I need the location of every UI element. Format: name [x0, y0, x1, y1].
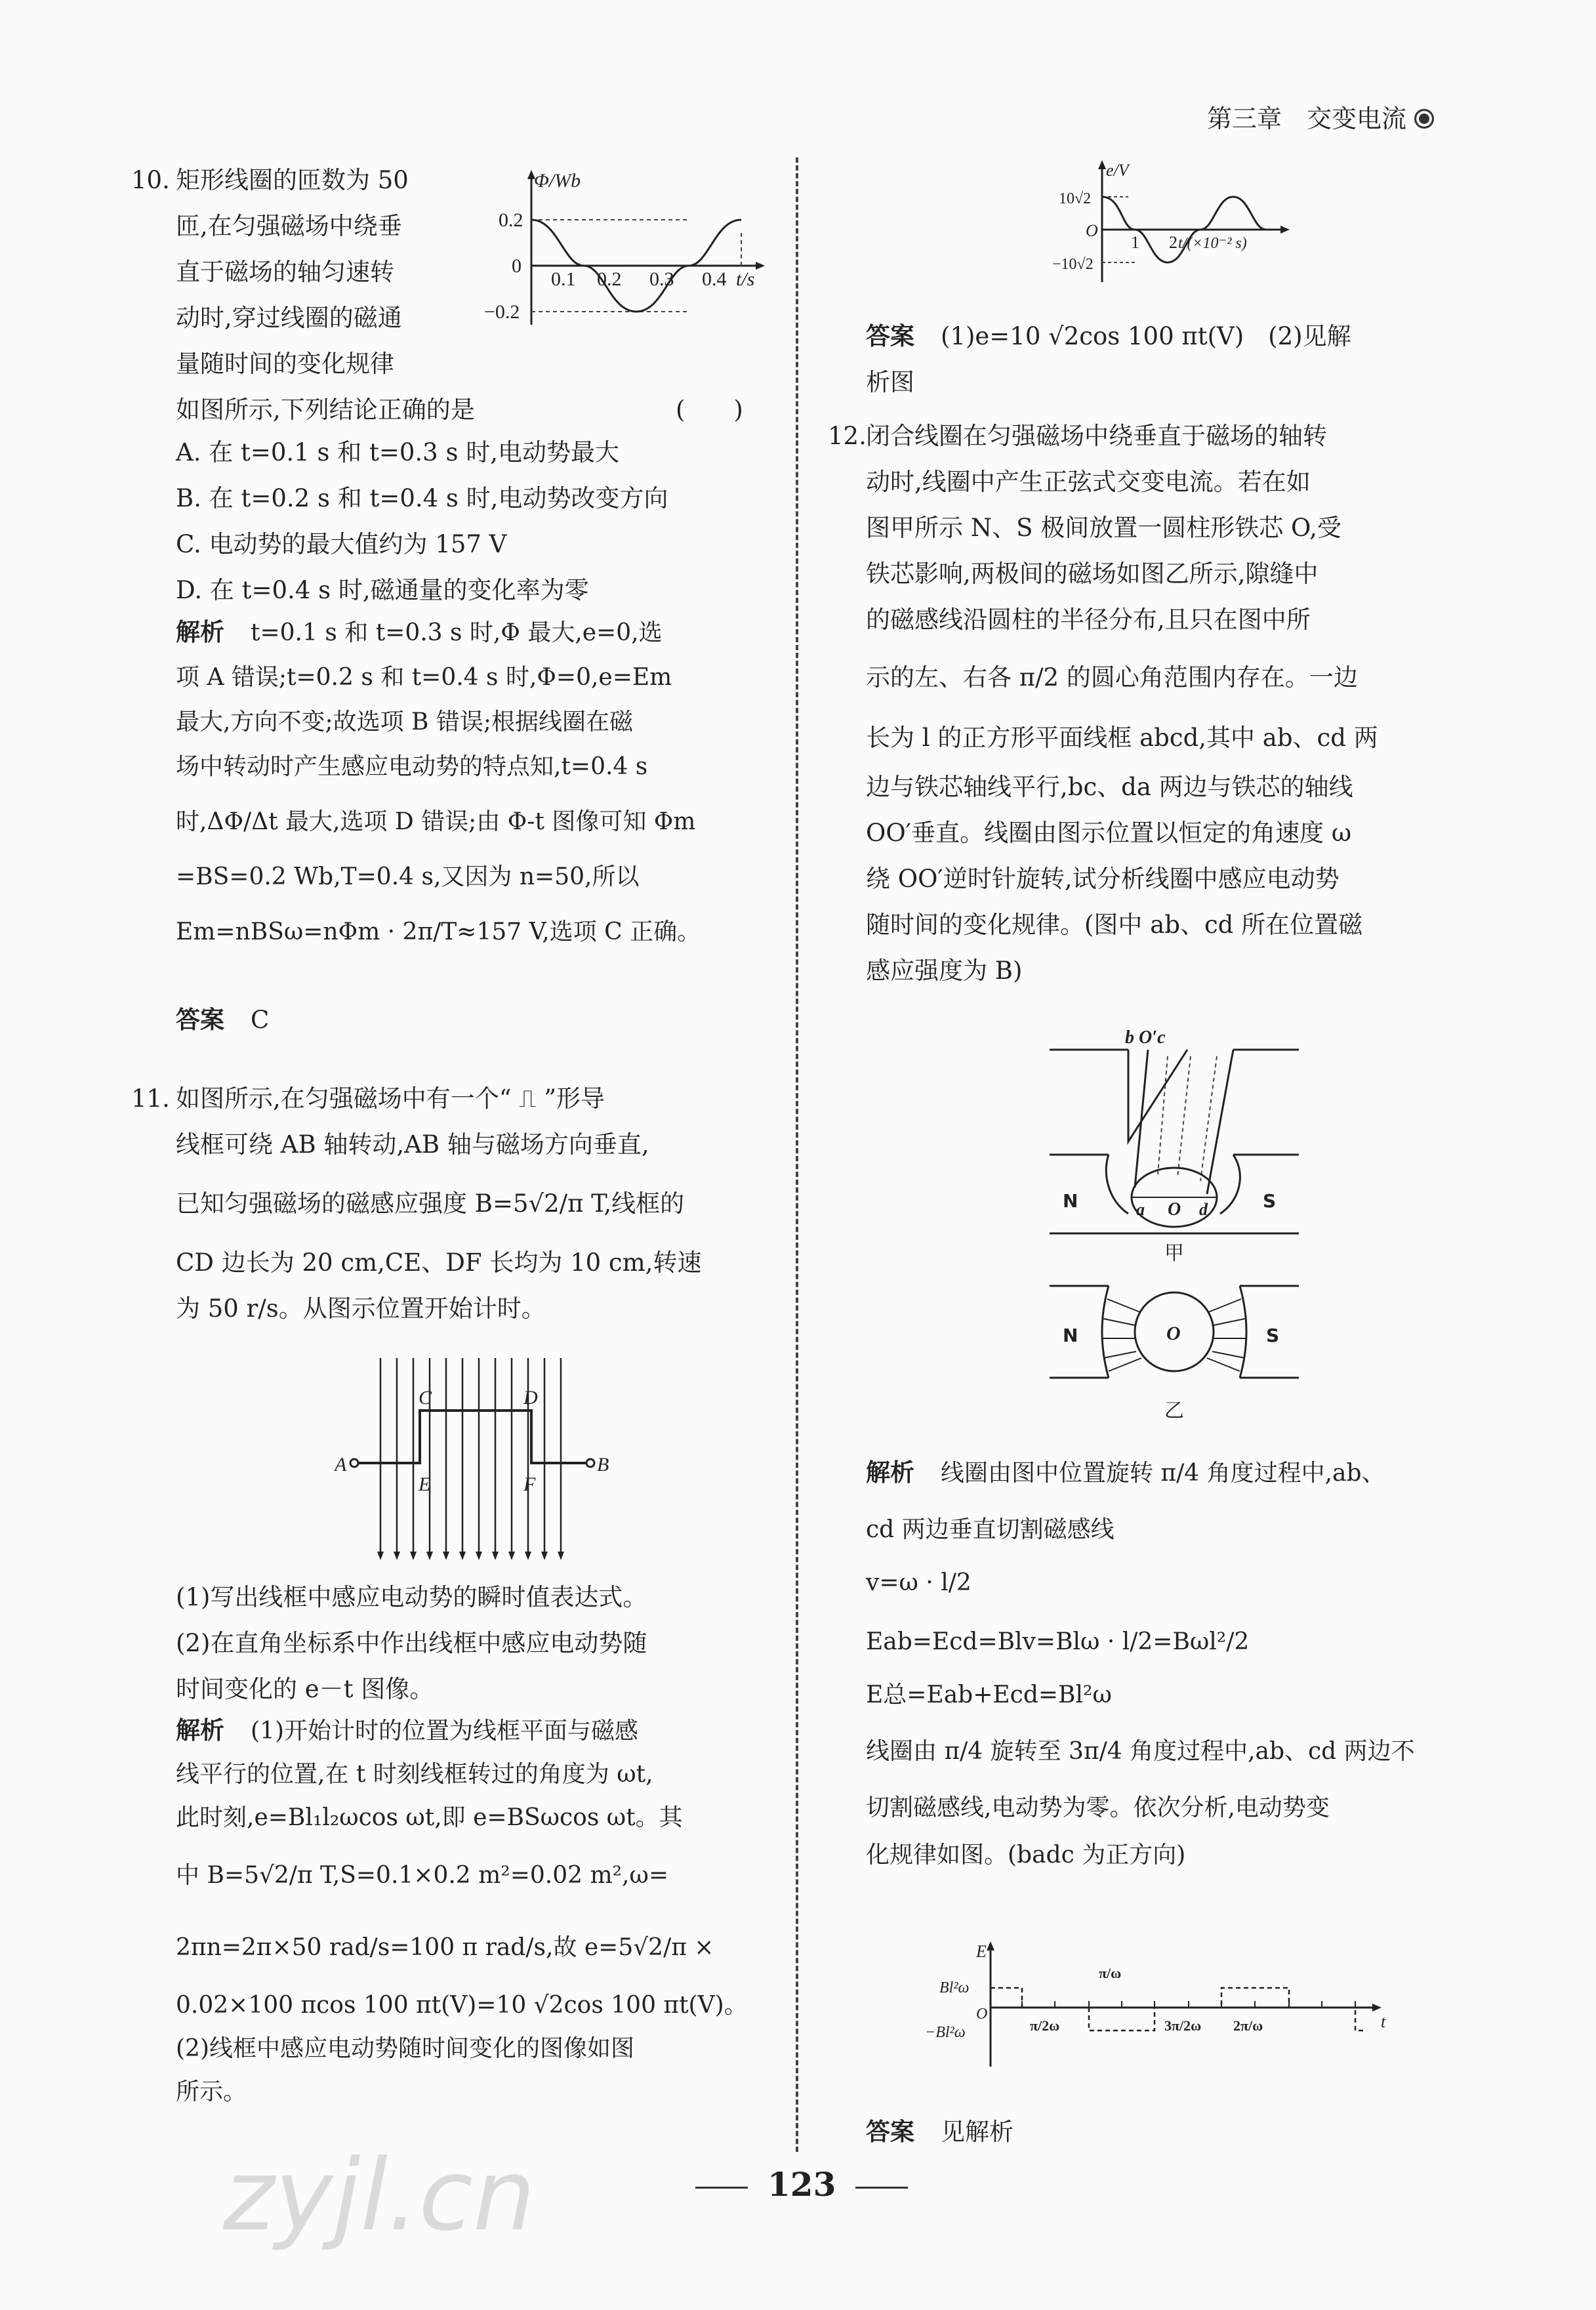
- q11-et-xtick: 2: [1169, 233, 1177, 252]
- q12-stem-line: OO′垂直。线圈由图示位置以恒定的角速度 ω: [866, 819, 1351, 847]
- q12-e-ypos: Bl²ω: [939, 1979, 970, 1996]
- q10-xtick: 0.1: [551, 268, 576, 290]
- page-number-block: [695, 2165, 908, 2204]
- q12-analysis-line: 切割磁感线,电动势为零。依次分析,电动势变: [866, 1794, 1330, 1821]
- q10-analysis-label: 解析: [176, 618, 224, 646]
- chapter-bullet-icon: [1414, 109, 1434, 129]
- q11-et-graph: [1050, 157, 1325, 289]
- q12-e-tick3: 3π/2ω: [1164, 2017, 1202, 2034]
- q12-answer-value: 见解析: [941, 2118, 1013, 2146]
- q11-subquestion: 时间变化的 e－t 图像。: [176, 1675, 434, 1703]
- q11-analysis-line: 2πn=2π×50 rad/s=100 π rad/s,故 e=5√2/π ×: [176, 1934, 714, 1961]
- q10-flux-graph: [479, 167, 767, 338]
- q11-stem-line: 为 50 r/s。从图示位置开始计时。: [176, 1294, 546, 1323]
- q12-stem-line: 示的左、右各 π/2 的圆心角范围内存在。一边: [866, 663, 1358, 691]
- q12-analysis-line: Eab=Ecd=Blv=Blω · l/2=Bωl²/2: [866, 1628, 1250, 1655]
- q10-stem-line: 动时,穿过线圈的磁通: [176, 304, 402, 332]
- q10-number: 10.: [131, 166, 170, 194]
- q11-label-a: A: [335, 1454, 347, 1475]
- q12-pole-s-jia: S: [1263, 1190, 1277, 1212]
- q10-analysis-line: 项 A 错误;t=0.2 s 和 t=0.4 s 时,Φ=0,e=Em: [176, 664, 672, 691]
- q10-answer: [176, 997, 269, 1043]
- q10-answer-value: C: [251, 1006, 270, 1034]
- q12-analysis-line: E总=Eab+Ecd=Bl²ω: [866, 1681, 1112, 1708]
- q11-et-origin: O: [1086, 221, 1098, 240]
- q10-xtick: 0.2: [597, 268, 622, 290]
- q11-axis-a: [350, 1459, 358, 1467]
- q12-corner-d: d: [1199, 1200, 1208, 1219]
- q10-xtick: 0.4: [702, 268, 727, 290]
- q11-stem: [176, 1076, 702, 1332]
- q12-pole-n-yi: N: [1063, 1325, 1078, 1346]
- q10-option-c: C. 电动势的最大值约为 157 V: [176, 530, 507, 558]
- q11-stem-line: 如图所示,在匀强磁场中有一个“ ⎍ ”形导: [176, 1084, 605, 1113]
- q10-analysis-line: =BS=0.2 Wb,T=0.4 s,又因为 n=50,所以: [176, 863, 640, 890]
- q11-et-xtick: 1: [1131, 233, 1139, 252]
- q12-stem-line: 长为 l 的正方形平面线框 abcd,其中 ab、cd 两: [866, 724, 1378, 752]
- q10-option-b: B. 在 t=0.2 s 和 t=0.4 s 时,电动势改变方向: [176, 484, 668, 512]
- q12-corner-a: a: [1136, 1200, 1145, 1219]
- q10-ytick-bottom: −0.2: [484, 301, 520, 323]
- q11-number: 11.: [131, 1084, 170, 1113]
- q10-option-d: D. 在 t=0.4 s 时,磁通量的变化率为零: [176, 576, 589, 604]
- q12-label-jia: 甲: [1164, 1242, 1184, 1265]
- q11-analysis: [176, 1709, 748, 2114]
- q11-frame: [354, 1411, 590, 1463]
- q12-stem-line: 绕 OO′逆时针旋转,试分析线圈中感应电动势: [866, 865, 1340, 893]
- q12-pole-s-yi: S: [1266, 1325, 1280, 1346]
- q12-answer-label: 答案: [866, 2118, 914, 2146]
- q11-axis-b: [586, 1459, 594, 1467]
- q11-subquestions: [176, 1575, 647, 1712]
- q11-analysis-line: 中 B=5√2/π T,S=0.1×0.2 m²=0.02 m²,ω=: [176, 1862, 669, 1889]
- q12-core-o-jia: O: [1168, 1199, 1181, 1220]
- q11-label-d: D: [523, 1387, 538, 1409]
- q10-stem-line: 如图所示,下列结论正确的是: [176, 396, 475, 424]
- q12-analysis-label: 解析: [866, 1458, 914, 1487]
- q10-analysis-line: Em=nBSω=nΦm · 2π/T≈157 V,选项 C 正确。: [176, 918, 701, 945]
- q12-stem: [866, 413, 1378, 994]
- q10-stem-line: 匝,在匀强磁场中绕垂: [176, 212, 402, 240]
- q12-e-tick4: 2π/ω: [1233, 2017, 1263, 2034]
- q12-analysis-line: 化规律如图。(badc 为正方向): [866, 1842, 1186, 1868]
- q12-e-yneg: −Bl²ω: [925, 2024, 966, 2041]
- watermark: zyjl.cn: [223, 2139, 536, 2253]
- q12-pole-n-jia: N: [1063, 1190, 1078, 1212]
- q12-stem-line: 随时间的变化规律。(图中 ab、cd 所在位置磁: [866, 911, 1363, 939]
- q11-et-ylabel: e/V: [1106, 161, 1129, 180]
- q11-et-ybottom: −10√2: [1052, 256, 1094, 273]
- q10-analysis-line: 场中转动时产生感应电动势的特点知,t=0.4 s: [176, 753, 648, 780]
- q11-answer-label: 答案: [866, 322, 914, 350]
- q10-ytick-zero: 0: [512, 255, 522, 277]
- q11-et-ytop: 10√2: [1059, 190, 1092, 207]
- q12-figure-jia: [1050, 1027, 1299, 1265]
- q10-stem: [176, 157, 475, 433]
- q11-stem-line: 已知匀强磁场的磁感应强度 B=5√2/π T,线框的: [176, 1189, 685, 1218]
- q11-analysis-line: 线平行的位置,在 t 时刻线框转过的角度为 ωt,: [176, 1761, 653, 1788]
- q12-stem-line: 图甲所示 N、S 极间放置一圆柱形铁芯 O,受: [866, 514, 1341, 542]
- q11-answer: [866, 314, 1351, 405]
- q12-e-graph: [905, 1939, 1404, 2070]
- q12-stem-line: 边与铁芯轴线平行,bc、da 两边与铁芯的轴线: [866, 773, 1353, 801]
- q12-analysis-line: 线圈由图中位置旋转 π/4 角度过程中,ab、: [941, 1460, 1385, 1487]
- q11-analysis-line: 0.02×100 πcos 100 πt(V)=10 √2cos 100 πt(V)。: [176, 1992, 748, 2019]
- q12-stem-line: 闭合线圈在匀强磁场中绕垂直于磁场的轴转: [866, 422, 1327, 450]
- q10-answer-bracket: ( ): [676, 396, 743, 424]
- q10-analysis: [176, 610, 701, 965]
- q10-ylabel: Φ/Wb: [534, 170, 581, 192]
- q10-option-a: A. 在 t=0.1 s 和 t=0.3 s 时,电动势最大: [176, 438, 619, 466]
- q11-analysis-line: (2)线框中感应电动势随时间变化的图像如图: [176, 2035, 634, 2062]
- q11-label-c: C: [419, 1387, 432, 1409]
- q12-label-yi: 乙: [1164, 1399, 1184, 1422]
- column-divider: [796, 157, 798, 2152]
- running-header: [1207, 98, 1434, 134]
- q11-label-e: E: [419, 1474, 431, 1495]
- q10-stem-line: 矩形线圈的匝数为 50: [176, 166, 409, 194]
- q10-analysis-line: 时,ΔΦ/Δt 最大,选项 D 错误;由 Φ-t 图像可知 Φm: [176, 808, 696, 835]
- q10-analysis-line: t=0.1 s 和 t=0.3 s 时,Φ 最大,e=0,选: [251, 619, 663, 646]
- q12-core-o-yi: O: [1166, 1323, 1181, 1344]
- q10-xlabel: t/s: [736, 268, 755, 290]
- chapter-title: 第三章 交变电流: [1207, 104, 1407, 133]
- q11-frame-figure: [335, 1351, 636, 1568]
- page-number: 123: [767, 2165, 836, 2204]
- q12-e-ylabel: E: [976, 1942, 987, 1961]
- q12-stem-line: 的磁感线沿圆柱的半径分布,且只在图中所: [866, 606, 1311, 634]
- q12-figure-yi: [1050, 1286, 1299, 1422]
- q10-xtick: 0.3: [649, 268, 674, 290]
- q10-x-arrow: [756, 262, 765, 270]
- q12-number: 12.: [828, 422, 867, 450]
- q12-top-labels: b O′c: [1125, 1027, 1166, 1048]
- q12-analysis-line: v=ω · l/2: [866, 1569, 972, 1596]
- q12-e-tick2: π/ω: [1099, 1965, 1122, 1981]
- q11-label-f: F: [523, 1474, 536, 1495]
- q12-e-tick1: π/2ω: [1030, 2017, 1060, 2034]
- q12-stem-line: 动时,线圈中产生正弦式交变电流。若在如: [866, 468, 1311, 496]
- q12-analysis-line: 线圈由 π/4 旋转至 3π/4 角度过程中,ab、cd 两边不: [866, 1738, 1415, 1765]
- q12-e-xlabel: t: [1381, 2012, 1386, 2031]
- q11-analysis-line: (1)开始计时的位置为线框平面与磁感: [251, 1718, 638, 1744]
- q11-analysis-line: 所示。: [176, 2078, 247, 2105]
- q11-subquestion: (1)写出线框中感应电动势的瞬时值表达式。: [176, 1583, 647, 1611]
- q12-core-figures: [1036, 1023, 1312, 1437]
- q12-analysis: [866, 1440, 1415, 1879]
- q10-stem-line: 量随时间的变化规律: [176, 350, 394, 378]
- q11-stem-line: CD 边长为 20 cm,CE、DF 长均为 10 cm,转速: [176, 1248, 702, 1277]
- q10-answer-label: 答案: [176, 1006, 224, 1034]
- q11-answer-line: 析图: [866, 368, 914, 396]
- q10-stem-line: 直于磁场的轴匀速转: [176, 258, 394, 286]
- q11-analysis-line: 此时刻,e=Bl₁l₂ωcos ωt,即 e=BSωcos ωt。其: [176, 1804, 683, 1831]
- q11-label-b: B: [597, 1454, 609, 1475]
- q11-et-xlabel: t/(×10⁻² s): [1178, 235, 1247, 252]
- q10-analysis-line: 最大,方向不变;故选项 B 错误;根据线圈在磁: [176, 709, 634, 735]
- q10-ytick-top: 0.2: [499, 209, 523, 231]
- q12-analysis-line: cd 两边垂直切割磁感线: [866, 1516, 1115, 1543]
- q12-answer: [866, 2109, 1013, 2155]
- q12-stem-line: 感应强度为 B): [866, 957, 1023, 985]
- q11-answer-line: (1)e=10 √2cos 100 πt(V) (2)见解: [941, 322, 1351, 350]
- q11-subquestion: (2)在直角坐标系中作出线框中感应电动势随: [176, 1629, 647, 1657]
- q10-options: [176, 430, 668, 613]
- q12-e-origin: O: [976, 2006, 988, 2023]
- q11-stem-line: 线框可绕 AB 轴转动,AB 轴与磁场方向垂直,: [176, 1130, 649, 1159]
- q12-stem-line: 铁芯影响,两极间的磁场如图乙所示,隙缝中: [866, 560, 1319, 588]
- q11-analysis-label: 解析: [176, 1716, 224, 1744]
